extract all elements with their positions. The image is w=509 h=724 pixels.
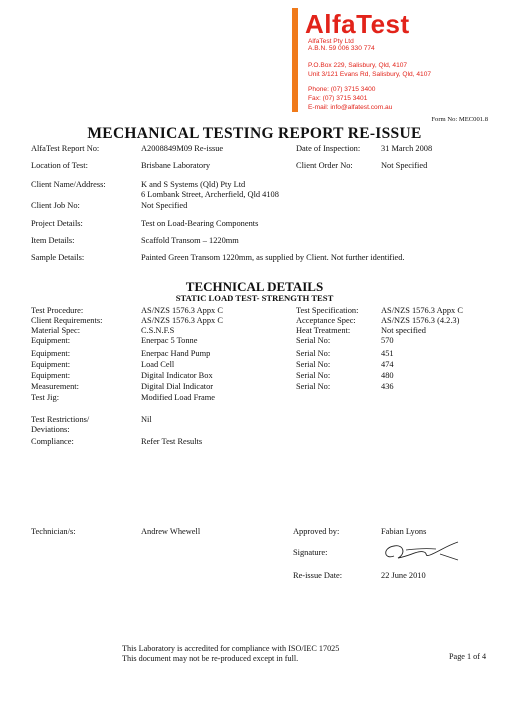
restrictions-label: Test Restrictions/ xyxy=(31,415,90,424)
tech-label: Client Requirements: xyxy=(31,316,103,325)
tech-value-right: Not specified xyxy=(381,326,426,335)
report-title: MECHANICAL TESTING REPORT RE-ISSUE xyxy=(87,125,422,142)
client-address-value: 6 Lombank Street, Archerfield, Qld 4108 xyxy=(141,190,279,199)
tech-value: Modified Load Frame xyxy=(141,393,215,402)
po-box-address: P.O.Box 229, Salisbury, Qld, 4107 xyxy=(308,62,408,69)
tech-value: Digital Indicator Box xyxy=(141,371,213,380)
tech-value-right: AS/NZS 1576.3 Appx C xyxy=(381,306,463,315)
tech-value: Digital Dial Indicator xyxy=(141,382,214,391)
tech-value: AS/NZS 1576.3 Appx C xyxy=(141,306,223,315)
project-value: Test on Load-Bearing Components xyxy=(141,219,259,228)
project-label: Project Details: xyxy=(31,219,83,228)
phone-number: Phone: (07) 3715 3400 xyxy=(308,86,376,93)
reissue-date-label: Re-issue Date: xyxy=(293,571,343,580)
client-job-label: Client Job No: xyxy=(31,201,80,210)
tech-value: C.S.N.F.S xyxy=(141,326,175,335)
tech-label: Equipment: xyxy=(31,371,71,380)
report-no-label: AlfaTest Report No: xyxy=(31,144,100,153)
tech-label-right: Acceptance Spec: xyxy=(296,316,356,325)
tech-value-right: 474 xyxy=(381,360,394,369)
tech-label-right: Serial No: xyxy=(296,349,331,358)
tech-label: Measurement: xyxy=(31,382,79,391)
approved-by-value: Fabian Lyons xyxy=(381,527,427,536)
fax-number: Fax: (07) 3715 3401 xyxy=(308,95,368,102)
compliance-value: Refer Test Results xyxy=(141,437,203,446)
tech-label: Test Jig: xyxy=(31,393,60,402)
tech-label: Test Procedure: xyxy=(31,306,84,315)
item-value: Scaffold Transom – 1220mm xyxy=(141,236,239,245)
tech-value: Enerpac Hand Pump xyxy=(141,349,211,358)
technical-details-subtitle: STATIC LOAD TEST- STRENGTH TEST xyxy=(175,293,334,303)
accreditation-note: This Laboratory is accredited for compliance with ISO/IEC 17025 xyxy=(122,644,340,653)
tech-label-right: Serial No: xyxy=(296,336,331,345)
tech-label-right: Serial No: xyxy=(296,382,331,391)
restrictions-value: Nil xyxy=(141,415,152,424)
approved-by-label: Approved by: xyxy=(293,527,340,536)
street-address: Unit 3/121 Evans Rd, Salisbury, Qld, 4107 xyxy=(308,71,432,78)
tech-value-right: 480 xyxy=(381,371,394,380)
company-logo: AlfaTest xyxy=(305,9,410,39)
client-name-label: Client Name/Address: xyxy=(31,180,106,189)
technical-details-title: TECHNICAL DETAILS xyxy=(185,279,324,294)
location-label: Location of Test: xyxy=(31,161,88,170)
sample-value: Painted Green Transom 1220mm, as supplied by Client. Not further identified. xyxy=(141,253,405,262)
tech-value: AS/NZS 1576.3 Appx C xyxy=(141,316,223,325)
tech-label-right: Test Specification: xyxy=(296,306,359,315)
report-no-value: A2008849M09 Re-issue xyxy=(141,144,224,153)
reissue-date-value: 22 June 2010 xyxy=(381,571,426,580)
technician-label: Technician/s: xyxy=(31,527,76,536)
location-value: Brisbane Laboratory xyxy=(141,161,211,170)
signature-label: Signature: xyxy=(293,548,328,557)
client-order-label: Client Order No: xyxy=(296,161,353,170)
tech-value: Load Cell xyxy=(141,360,175,369)
page-number: Page 1 of 4 xyxy=(449,652,487,661)
tech-value-right: AS/NZS 1576.3 (4.2.3) xyxy=(381,316,460,325)
tech-label: Equipment: xyxy=(31,336,71,345)
tech-value-right: 451 xyxy=(381,349,394,358)
email-address: E-mail: info@alfatest.com.au xyxy=(308,104,393,111)
inspection-date-label: Date of Inspection: xyxy=(296,144,361,153)
form-number: Form No: MEC001.8 xyxy=(431,116,488,123)
compliance-label: Compliance: xyxy=(31,437,74,446)
reproduction-note: This document may not be re-produced except in full. xyxy=(122,654,299,663)
tech-label-right: Serial No: xyxy=(296,360,331,369)
tech-label: Material Spec: xyxy=(31,326,81,335)
company-abn: A.B.N. 59 006 330 774 xyxy=(308,45,375,52)
tech-label: Equipment: xyxy=(31,360,71,369)
inspection-date-value: 31 March 2008 xyxy=(381,144,433,153)
item-label: Item Details: xyxy=(31,236,75,245)
company-name: AlfaTest Pty Ltd xyxy=(308,38,354,45)
logo-accent-bar xyxy=(292,8,298,112)
client-job-value: Not Specified xyxy=(141,201,188,210)
tech-label-right: Heat Treatment: xyxy=(296,326,351,335)
tech-value-right: 436 xyxy=(381,382,394,391)
signature-image xyxy=(380,538,460,564)
tech-label: Equipment: xyxy=(31,349,71,358)
tech-value-right: 570 xyxy=(381,336,394,345)
tech-label-right: Serial No: xyxy=(296,371,331,380)
technician-value: Andrew Whewell xyxy=(141,527,201,536)
client-order-value: Not Specified xyxy=(381,161,428,170)
deviations-label: Deviations: xyxy=(31,425,70,434)
tech-value: Enerpac 5 Tonne xyxy=(141,336,198,345)
client-name-value: K and S Systems (Qld) Pty Ltd xyxy=(141,180,246,189)
sample-label: Sample Details: xyxy=(31,253,85,262)
